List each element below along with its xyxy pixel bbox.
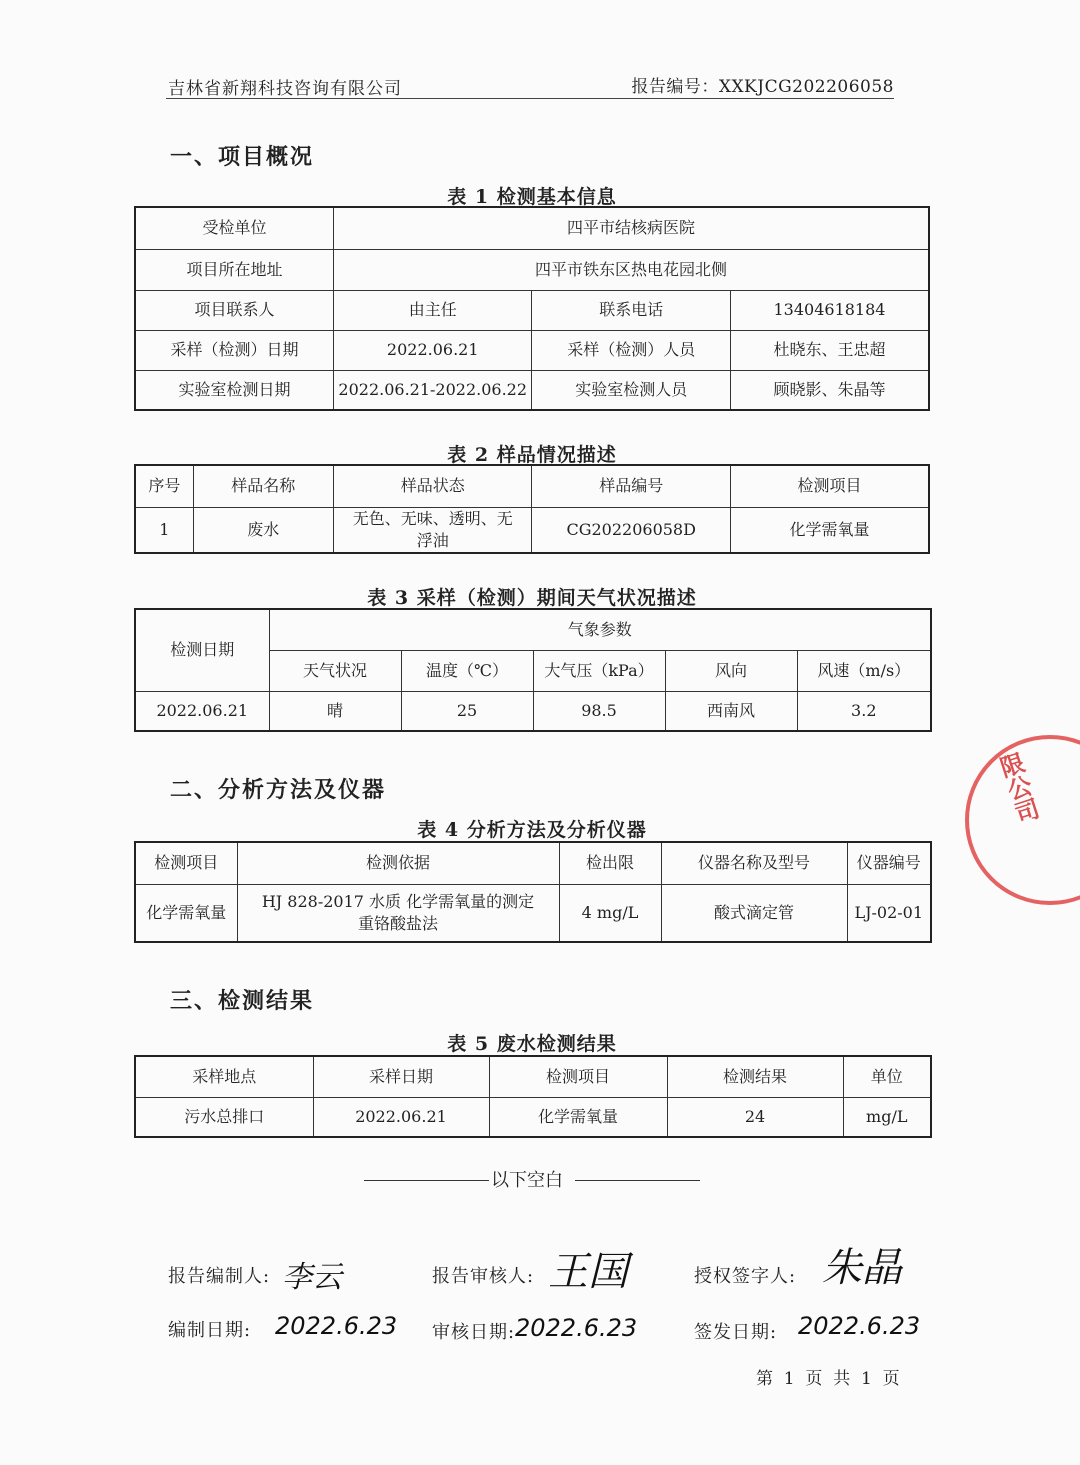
issue-date: 2022.6.23: [798, 1312, 921, 1340]
company-name: 吉林省新翔科技咨询有限公司: [168, 79, 402, 99]
table-cell: 项目联系人: [135, 290, 333, 330]
table-row: [135, 507, 929, 553]
edit-date: 2022.6.23: [275, 1312, 398, 1340]
table-header: 风速（m/s）: [797, 650, 931, 691]
table-header: 检测结果: [667, 1056, 843, 1097]
table-cell: 联系电话: [532, 290, 730, 330]
table-cell: 污水总排口: [135, 1097, 313, 1137]
table2-caption: 表 2 样品情况描述: [447, 444, 617, 466]
methods-table: [134, 841, 932, 943]
table-cell: 3.2: [797, 691, 931, 731]
table-header: 大气压（kPa）: [533, 650, 665, 691]
table-header: 检测项目: [489, 1056, 667, 1097]
table-cell: 杜晓东、王忠超: [730, 330, 929, 370]
table-cell: 采样（检测）人员: [532, 330, 730, 370]
signer-label: 授权签字人:: [694, 1266, 797, 1287]
table-header: 检测项目: [730, 465, 929, 507]
editor-label: 报告编制人:: [168, 1266, 271, 1287]
table-cell: LJ-02-01: [847, 884, 931, 942]
table-header: 采样地点: [135, 1056, 313, 1097]
table-cell: 实验室检测人员: [532, 370, 730, 410]
table-cell: 98.5: [533, 691, 665, 731]
table-header: 风向: [665, 650, 797, 691]
editor-signature: 李云: [282, 1260, 342, 1295]
review-date-label: 审核日期:: [432, 1322, 516, 1343]
table-row: [135, 691, 931, 731]
table-header: 检测日期: [135, 609, 269, 691]
issue-date-label: 签发日期:: [694, 1322, 778, 1343]
table-header: 仪器名称及型号: [661, 842, 847, 884]
table-row: [135, 207, 929, 249]
header-divider: [166, 98, 894, 99]
table-cell: HJ 828-2017 水质 化学需氧量的测定 重铬酸盐法: [237, 884, 559, 942]
table-header: 天气状况: [269, 650, 401, 691]
table-cell: 2022.06.21: [333, 330, 531, 370]
table-cell: 2022.06.21: [313, 1097, 489, 1137]
table-cell: 化学需氧量: [730, 507, 929, 553]
table3-caption: 表 3 采样（检测）期间天气状况描述: [367, 587, 697, 609]
sample-table: [134, 464, 930, 554]
table-header: 样品编号: [532, 465, 730, 507]
table-cell: 实验室检测日期: [135, 370, 333, 410]
reviewer-signature: 王国: [548, 1249, 628, 1295]
table-cell: 四平市铁东区热电花园北侧: [333, 249, 929, 290]
table-cell: 项目所在地址: [135, 249, 333, 290]
weather-table: [134, 608, 932, 732]
results-table: [134, 1055, 932, 1138]
report-number: 报告编号：XXKJCG202206058: [631, 77, 894, 97]
table-cell: 顾晓影、朱晶等: [730, 370, 929, 410]
table-row: [135, 370, 929, 410]
table-cell: 25: [401, 691, 533, 731]
reviewer-label: 报告审核人:: [432, 1266, 535, 1287]
table-header: 采样日期: [313, 1056, 489, 1097]
review-date: 2022.6.23: [515, 1314, 638, 1342]
section-title-methods: 二、分析方法及仪器: [170, 777, 387, 803]
page-number: 第 1 页 共 1 页: [756, 1369, 900, 1389]
table-row: [135, 1097, 931, 1137]
section-title-overview: 一、项目概况: [170, 144, 315, 170]
table-cell: 化学需氧量: [489, 1097, 667, 1137]
table-cell: 2022.06.21-2022.06.22: [333, 370, 531, 410]
table5-caption: 表 5 废水检测结果: [447, 1033, 617, 1055]
table-header: 检测项目: [135, 842, 237, 884]
table-header: 气象参数: [269, 609, 931, 650]
table-row: [135, 884, 931, 942]
blank-line-right: [575, 1180, 700, 1181]
table-row: [135, 249, 929, 290]
table-header: 温度（℃）: [401, 650, 533, 691]
table-cell: 废水: [193, 507, 333, 553]
signer-signature: 朱晶: [822, 1245, 902, 1291]
table-cell: mg/L: [843, 1097, 931, 1137]
table-cell: 受检单位: [135, 207, 333, 249]
table-cell: 无色、无味、透明、无浮油: [333, 507, 531, 553]
blank-note: 以下空白: [491, 1170, 563, 1191]
table-header: 检测依据: [237, 842, 559, 884]
table-header-row: [135, 465, 929, 507]
seal-text: 限公司: [992, 749, 1042, 827]
table-cell: 24: [667, 1097, 843, 1137]
table-header-row: [135, 842, 931, 884]
table-header-row: [135, 609, 931, 650]
table-header-row: [135, 1056, 931, 1097]
table-cell: CG202206058D: [532, 507, 730, 553]
blank-line-left: [364, 1180, 489, 1181]
table-header: 序号: [135, 465, 193, 507]
table-cell: 酸式滴定管: [661, 884, 847, 942]
table-header: 单位: [843, 1056, 931, 1097]
table-cell: 化学需氧量: [135, 884, 237, 942]
table-cell: 4 mg/L: [559, 884, 661, 942]
table-row: [135, 330, 929, 370]
table-cell: 由主任: [333, 290, 531, 330]
basic-info-table: [134, 206, 930, 411]
table-row: [135, 290, 929, 330]
table-cell: 四平市结核病医院: [333, 207, 929, 249]
table4-caption: 表 4 分析方法及分析仪器: [417, 819, 647, 841]
section-title-results: 三、检测结果: [170, 988, 315, 1014]
table-header: 检出限: [559, 842, 661, 884]
table-header: 仪器编号: [847, 842, 931, 884]
table-cell: 采样（检测）日期: [135, 330, 333, 370]
edit-date-label: 编制日期:: [168, 1320, 252, 1341]
table-cell: 13404618184: [730, 290, 929, 330]
table-cell: 晴: [269, 691, 401, 731]
table-cell: 2022.06.21: [135, 691, 269, 731]
table-cell: 西南风: [665, 691, 797, 731]
table-header: 样品名称: [193, 465, 333, 507]
table-header: 样品状态: [333, 465, 531, 507]
table1-caption: 表 1 检测基本信息: [447, 186, 617, 208]
table-cell: 1: [135, 507, 193, 553]
